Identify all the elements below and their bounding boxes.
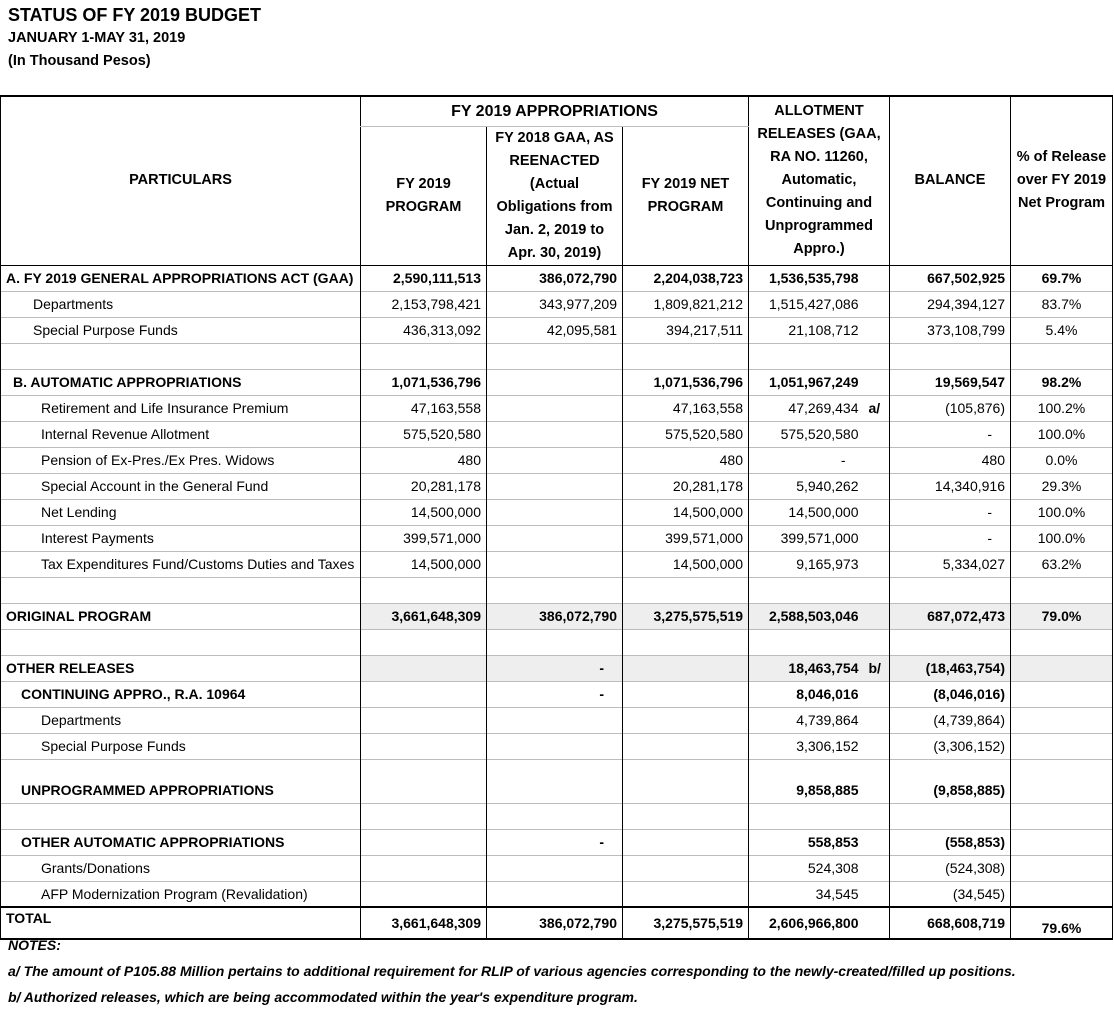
col-program: FY 2019 PROGRAM — [361, 126, 487, 265]
col-pct: % of Release over FY 2019 Net Program — [1011, 96, 1113, 265]
notes-section — [8, 932, 1016, 1010]
row-saf: Special Account in the General Fund 20,281,178 20,281,178 5,940,262 14,340,916 29.3% — [1, 473, 1113, 499]
col-net-program: FY 2019 NET PROGRAM — [623, 126, 749, 265]
row-gaa-spf: Special Purpose Funds 436,313,092 42,095,581 394,217,511 21,108,712 373,108,799 5.4% — [1, 317, 1113, 343]
col-balance: BALANCE — [890, 96, 1011, 265]
row-total: TOTAL 3,661,648,309 386,072,790 3,275,575,519 2,606,966,800 668,608,719 79.6% — [1, 907, 1113, 939]
row-net-lending: Net Lending 14,500,000 14,500,000 14,500,000 - 100.0% — [1, 499, 1113, 525]
footnote-b-marker: b/ — [864, 655, 890, 681]
col-appropriations-group: FY 2019 APPROPRIATIONS — [361, 96, 749, 126]
row-rlip: Retirement and Life Insurance Premium 47,163,558 47,163,558 47,269,434 a/ (105,876) 100.2% — [1, 395, 1113, 421]
row-other-releases: OTHER RELEASES - 18,463,754 b/ (18,463,754) — [1, 655, 1113, 681]
report-unit: (In Thousand Pesos) — [8, 53, 151, 69]
row-cont-departments: Departments 4,739,864 (4,739,864) — [1, 707, 1113, 733]
row-grants: Grants/Donations 524,308 (524,308) — [1, 855, 1113, 881]
row-interest: Interest Payments 399,571,000 399,571,000 399,571,000 - 100.0% — [1, 525, 1113, 551]
footnote-a-marker: a/ — [864, 395, 890, 421]
note-b: b/ Authorized releases, which are being accommodated within the year's expenditure program. — [8, 989, 638, 1005]
spacer-row — [1, 803, 1113, 829]
report-period: JANUARY 1-MAY 31, 2019 — [8, 30, 186, 46]
col-gaa-2018: FY 2018 GAA, AS REENACTED (Actual Obligations from Jan. 2, 2019 to Apr. 30, 2019) — [487, 126, 623, 265]
row-gaa-departments: Departments 2,153,798,421 343,977,209 1,809,821,212 1,515,427,086 294,394,127 83.7% — [1, 291, 1113, 317]
spacer-row — [1, 629, 1113, 655]
spacer-row — [1, 759, 1113, 777]
row-gaa: A. FY 2019 GENERAL APPROPRIATIONS ACT (GAA) 2,590,111,513 386,072,790 2,204,038,723 1,536,535,798 667,502,925 69.7% — [1, 265, 1113, 291]
col-allotment: ALLOTMENT RELEASES (GAA, RA NO. 11260, Automatic, Continuing and Unprogrammed Appro.) — [749, 96, 890, 265]
row-original-program: ORIGINAL PROGRAM 3,661,648,309 386,072,790 3,275,575,519 2,588,503,046 687,072,473 79.0% — [1, 603, 1113, 629]
note-a: a/ The amount of P105.88 Million pertains to additional requirement for RLIP of various agencies corresponding to the newly-created/filled up positions. — [8, 963, 1016, 979]
row-tax-expenditures: Tax Expenditures Fund/Customs Duties and Taxes 14,500,000 14,500,000 9,165,973 5,334,027 63.2% — [1, 551, 1113, 577]
row-unprogrammed: UNPROGRAMMED APPROPRIATIONS 9,858,885 (9,858,885) — [1, 777, 1113, 803]
spacer-row — [1, 577, 1113, 603]
row-cont-spf: Special Purpose Funds 3,306,152 (3,306,152) — [1, 733, 1113, 759]
spacer-row — [1, 343, 1113, 369]
budget-table — [0, 95, 1113, 940]
row-continuing: CONTINUING APPRO., R.A. 10964 - 8,046,016 (8,046,016) — [1, 681, 1113, 707]
row-automatic: B. AUTOMATIC APPROPRIATIONS 1,071,536,796 1,071,536,796 1,051,967,249 19,569,547 98.2% — [1, 369, 1113, 395]
row-other-automatic: OTHER AUTOMATIC APPROPRIATIONS - 558,853 (558,853) — [1, 829, 1113, 855]
row-afp: AFP Modernization Program (Revalidation) 34,545 (34,545) — [1, 881, 1113, 907]
notes-label: NOTES: — [8, 937, 61, 953]
report-title: STATUS OF FY 2019 BUDGET — [8, 5, 262, 25]
row-ira: Internal Revenue Allotment 575,520,580 575,520,580 575,520,580 - 100.0% — [1, 421, 1113, 447]
col-particulars: PARTICULARS — [1, 96, 361, 265]
row-pension: Pension of Ex-Pres./Ex Pres. Widows 480 480 - 480 0.0% — [1, 447, 1113, 473]
